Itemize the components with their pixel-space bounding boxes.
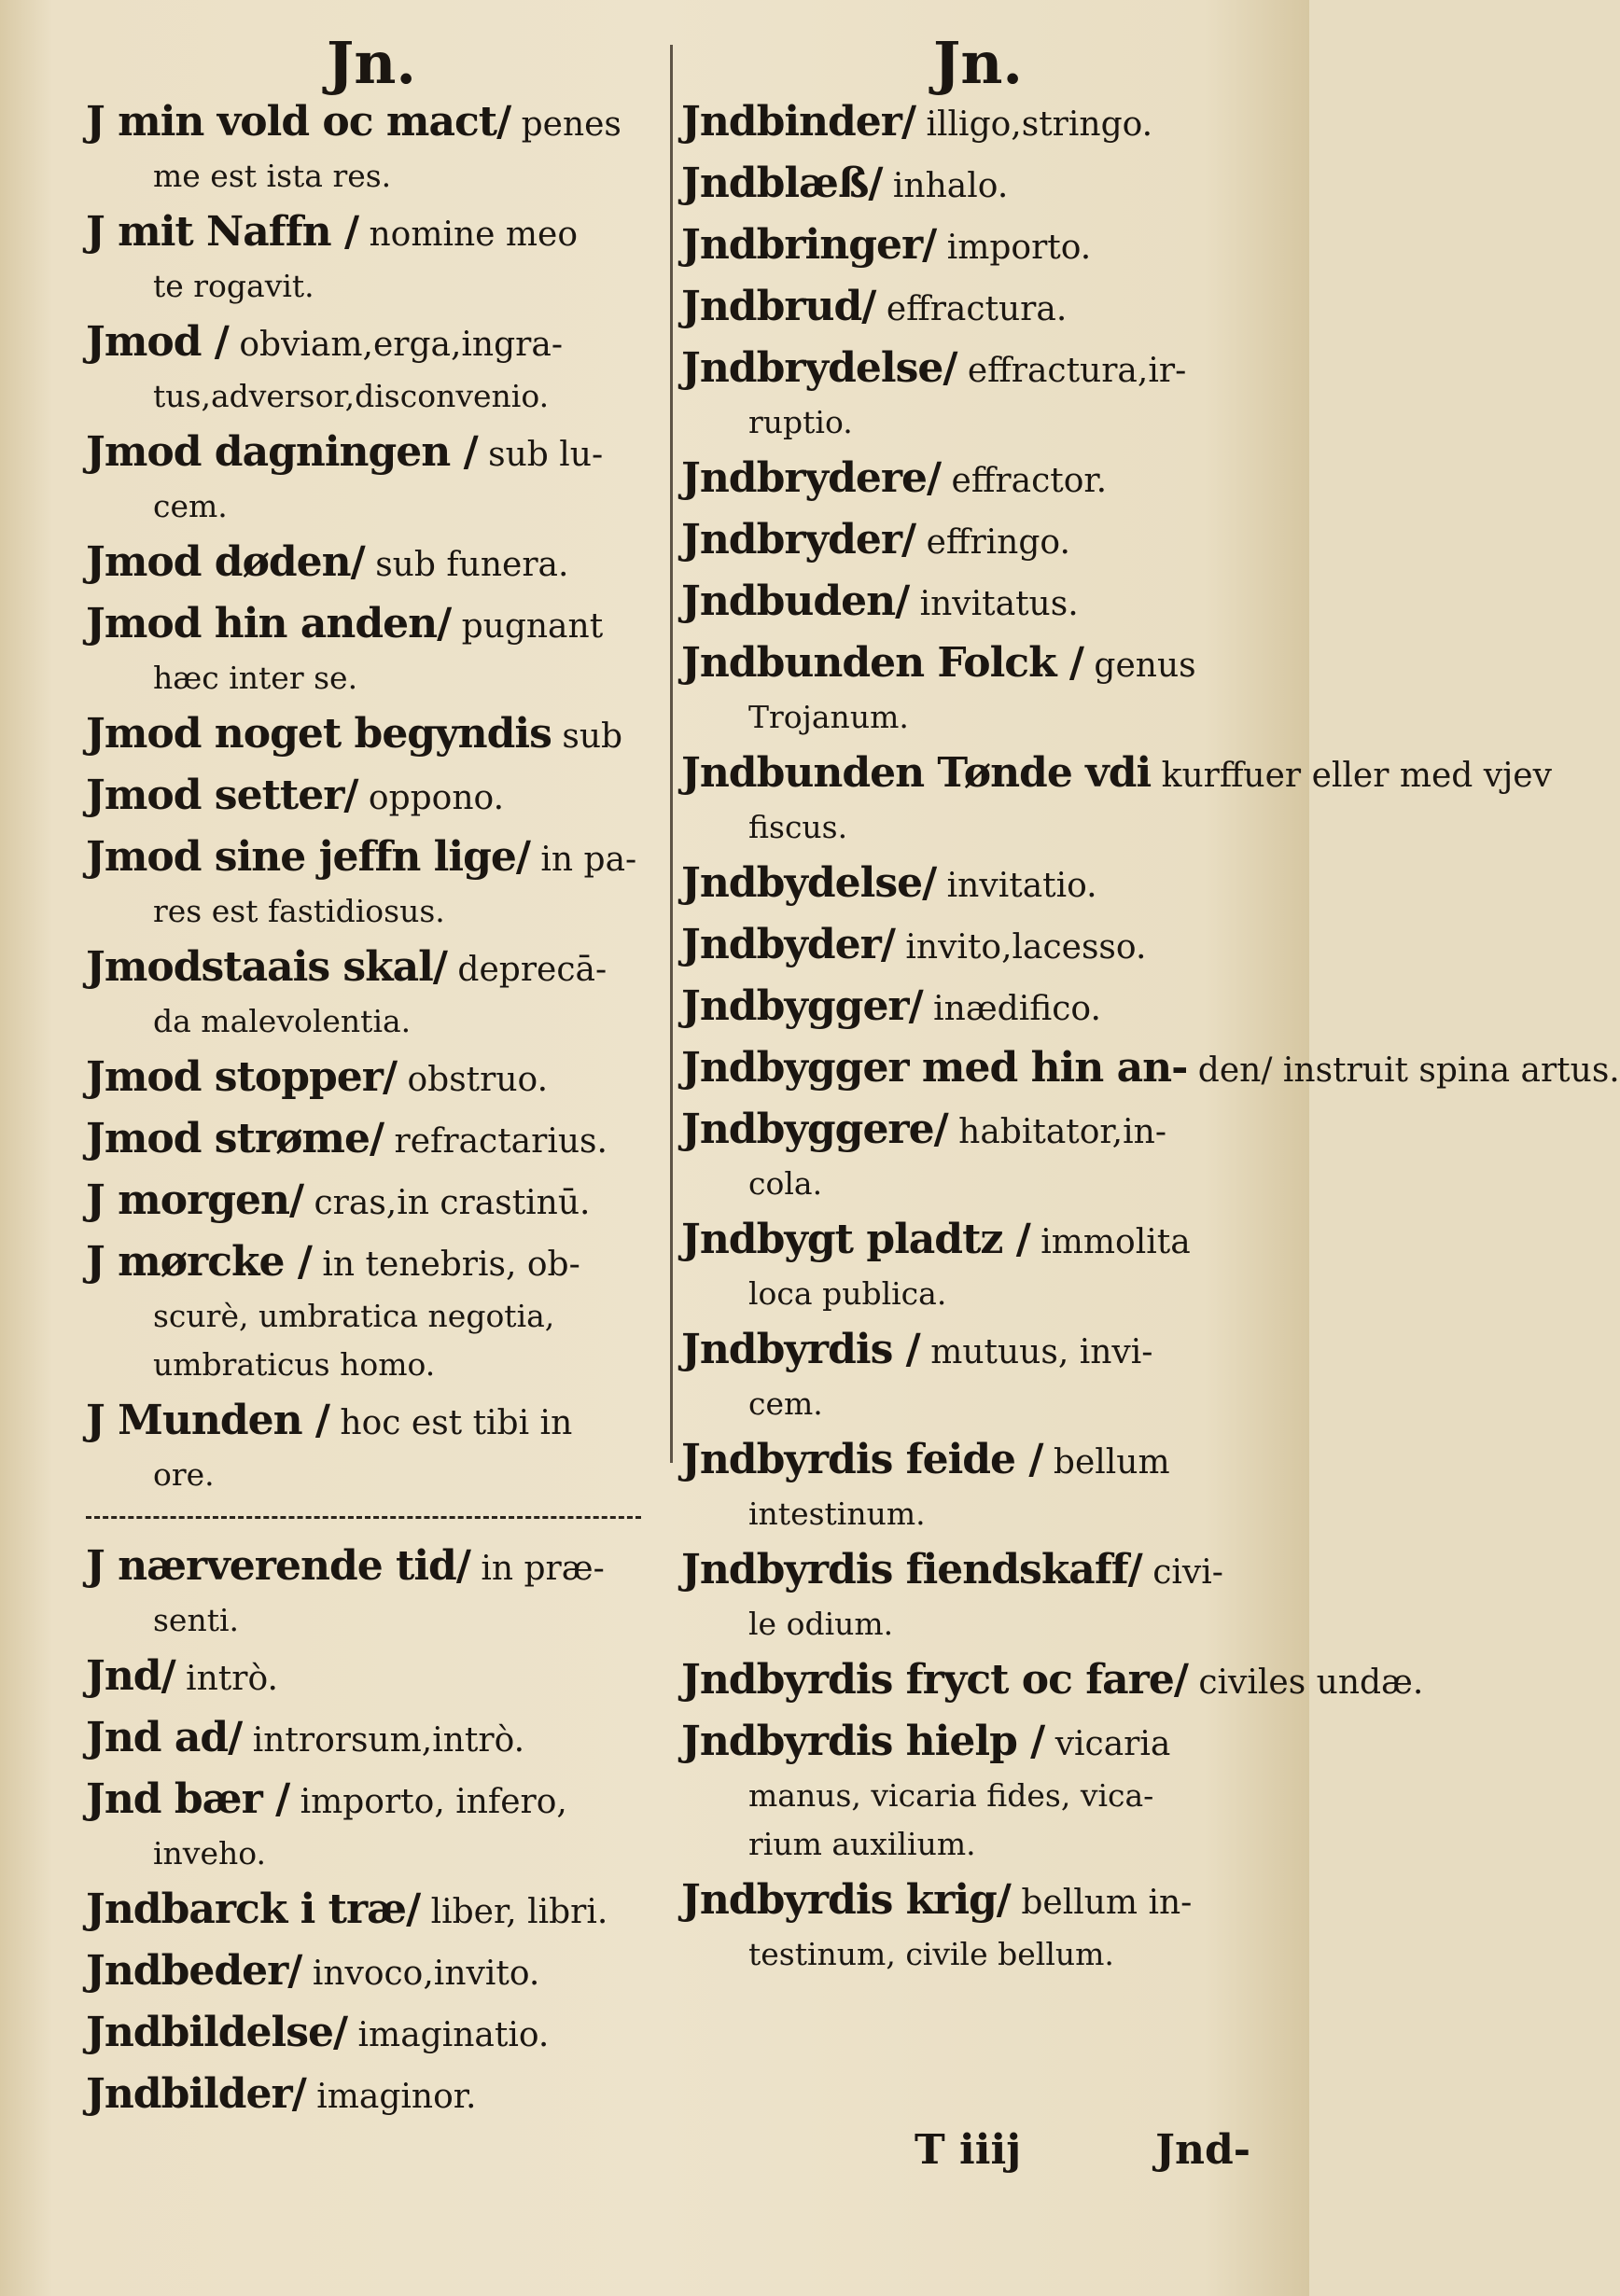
entry-first-line (86, 1051, 660, 1107)
right-entries (681, 95, 1620, 1979)
gloss: introrsum,intrò. (252, 1721, 525, 1760)
gloss: vicaria (1054, 1725, 1171, 1763)
dictionary-entry (86, 1235, 660, 1389)
entry-first-line (681, 1433, 1250, 1490)
dictionary-entry (681, 1323, 1250, 1428)
headword: Jndbinder/ (681, 98, 916, 146)
dictionary-entry (681, 1433, 1250, 1538)
entry-first-line (681, 856, 1250, 913)
gloss: cras,in crastinū. (314, 1184, 591, 1222)
gloss-continuation: Trojanum. (748, 699, 909, 735)
dictionary-entry (681, 1041, 1620, 1098)
gloss: effractura,ir- (967, 352, 1187, 390)
dictionary-entry (681, 513, 1250, 570)
headword: J mit Naffn / (86, 208, 359, 256)
entry-first-line (681, 980, 1250, 1037)
dictionary-entry (86, 1773, 660, 1878)
headword: Jndbryder/ (681, 516, 916, 564)
headword: Jndbunden Tønde vdi (681, 749, 1152, 797)
gloss: imaginatio. (357, 2016, 550, 2054)
dictionary-entry (681, 218, 1250, 275)
running-head-right: Jn. (933, 29, 1023, 97)
entry-first-line (86, 1174, 660, 1231)
gloss: civi- (1152, 1553, 1223, 1592)
dictionary-entry (86, 315, 660, 421)
headword: Jndbygger/ (681, 982, 923, 1030)
headword: Jmodstaais skal/ (86, 943, 447, 991)
headword: Jndbilder/ (86, 2070, 306, 2118)
entry-first-line (86, 2006, 660, 2063)
entry-first-line (681, 1653, 1424, 1710)
gloss: bellum in- (1021, 1884, 1193, 1922)
entry-first-line (681, 1543, 1250, 1600)
entry-first-line (86, 597, 660, 654)
headword: Jndblæß/ (681, 160, 883, 207)
headword: Jndbygger med hin an- (681, 1044, 1188, 1092)
gloss: bellum (1053, 1443, 1170, 1482)
entry-first-line (681, 1715, 1250, 1772)
headword: Jndbyrdis hielp / (681, 1718, 1045, 1765)
dictionary-entry (681, 341, 1250, 447)
dictionary-entry (86, 940, 660, 1046)
gloss: genus (1094, 647, 1196, 685)
dictionary-entry (681, 1213, 1250, 1318)
gloss-continuation: te rogavit. (153, 268, 314, 304)
entry-first-line (86, 1394, 660, 1451)
headword: J nærverende tid/ (86, 1542, 470, 1590)
gloss-continuation: intestinum. (748, 1496, 926, 1532)
entry-first-line (86, 1944, 660, 2001)
entry-first-line (681, 1103, 1250, 1160)
dictionary-entry (86, 1711, 660, 1768)
gloss-continuation: rium auxilium. (748, 1826, 976, 1862)
headword: Jndbarck i træ/ (86, 1886, 421, 1933)
gloss: sub (562, 717, 623, 756)
gloss-continuation: da malevolentia. (153, 1003, 412, 1039)
gloss-continuation: ruptio. (748, 404, 853, 440)
gloss: invitatio. (946, 867, 1097, 905)
gloss-continuation: le odium. (748, 1606, 894, 1642)
entry-first-line (86, 536, 660, 592)
headword: Jndbringer/ (681, 221, 937, 269)
running-head-left: Jn. (327, 29, 416, 97)
dictionary-entry (681, 636, 1250, 742)
entry-first-line (86, 707, 660, 764)
gloss-continuation: fiscus. (748, 809, 848, 845)
dictionary-entry (681, 980, 1250, 1037)
gloss: refractarius. (394, 1122, 608, 1161)
dictionary-entry (86, 2006, 660, 2063)
entry-first-line (86, 95, 660, 152)
dictionary-entry (86, 707, 660, 764)
left-entries-after-rule (86, 1539, 660, 2124)
gloss-continuation: res est fastidiosus. (153, 893, 445, 929)
dictionary-entry (681, 1543, 1250, 1649)
gloss: effractor. (951, 462, 1108, 500)
headword: Jndbyrdis / (681, 1326, 920, 1373)
dictionary-entry (86, 1883, 660, 1940)
headword: Jndbunden Folck / (681, 639, 1083, 687)
gloss: in tenebris, ob- (322, 1245, 580, 1284)
headword: J mørcke / (86, 1238, 312, 1286)
dictionary-entry (86, 205, 660, 311)
dictionary-entry (86, 769, 660, 826)
headword: J morgen/ (86, 1176, 304, 1224)
headword: Jmod stopper/ (86, 1053, 398, 1101)
gloss-continuation: scurè, umbratica negotia, (153, 1298, 555, 1334)
gloss-continuation: ore. (153, 1456, 215, 1493)
dictionary-entry (681, 1103, 1250, 1208)
dictionary-entry (86, 1174, 660, 1231)
gloss: in præ- (481, 1550, 605, 1588)
dictionary-entry (681, 1715, 1250, 1869)
gloss-continuation: inveho. (153, 1835, 267, 1872)
dictionary-entry (681, 918, 1250, 975)
entry-first-line (681, 636, 1250, 693)
entry-first-line (681, 157, 1250, 214)
gloss-continuation: cem. (748, 1385, 823, 1422)
entry-first-line (86, 940, 660, 997)
entry-first-line (86, 769, 660, 826)
left-entries (86, 95, 660, 1499)
dictionary-entry (86, 1394, 660, 1499)
gloss-continuation: cola. (748, 1165, 823, 1202)
gloss: nomine meo (369, 216, 579, 254)
gloss: importo. (946, 229, 1092, 267)
gloss: invito,lacesso. (905, 928, 1147, 967)
gloss: hoc est tibi in (340, 1404, 573, 1442)
dictionary-entry (86, 830, 660, 936)
headword: Jmod strøme/ (86, 1115, 384, 1162)
dictionary-entry (86, 536, 660, 592)
gloss-continuation: tus,adversor,disconvenio. (153, 378, 550, 414)
entry-first-line (86, 2067, 660, 2124)
gloss: civiles undæ. (1198, 1663, 1424, 1702)
entry-first-line (681, 95, 1250, 152)
gloss: inædifico. (933, 990, 1101, 1028)
entry-first-line (86, 830, 660, 887)
headword: Jmod noget begyndis (86, 710, 552, 758)
gloss: immolita (1040, 1223, 1191, 1261)
headword: Jnd/ (86, 1652, 175, 1700)
dictionary-entry (681, 1873, 1250, 1979)
dictionary-entry (86, 1539, 660, 1645)
gloss: mutuus, invi- (930, 1333, 1153, 1371)
dictionary-entry (86, 425, 660, 531)
signature-mark: T iiij (915, 2126, 1022, 2174)
headword: Jndbyrdis krig/ (681, 1876, 1011, 1924)
headword: Jndbyrdis fryct oc fare/ (681, 1656, 1188, 1704)
gloss: oppono. (368, 779, 505, 817)
gloss: obviam,erga,ingra- (239, 326, 564, 364)
section-rule (86, 1516, 641, 1519)
entry-first-line (86, 1235, 660, 1292)
entry-first-line (86, 1883, 660, 1940)
headword: Jndbyrdis feide / (681, 1436, 1043, 1483)
headword: Jmod døden/ (86, 538, 365, 586)
page-footer (915, 2122, 1250, 2178)
gloss: penes (521, 105, 621, 144)
gloss: invoco,invito. (312, 1955, 540, 1993)
headword: Jndbrud/ (681, 283, 876, 330)
dictionary-entry (681, 95, 1250, 152)
headword: Jmod setter/ (86, 772, 358, 819)
dictionary-entry (681, 280, 1250, 337)
entry-first-line (681, 513, 1250, 570)
headword: J min vold oc mact/ (86, 98, 511, 146)
headword: Jndbildelse/ (86, 2009, 348, 2056)
headword: Jndbyder/ (681, 921, 895, 968)
entry-first-line (681, 1323, 1250, 1380)
headword: Jndbyggere/ (681, 1106, 948, 1153)
dictionary-entry (86, 1112, 660, 1169)
headword: Jndbuden/ (681, 577, 910, 625)
dictionary-entry (681, 1653, 1424, 1710)
dictionary-entry (681, 157, 1250, 214)
entry-first-line (681, 341, 1250, 398)
gloss: habitator,in- (958, 1113, 1166, 1151)
dictionary-entry (86, 1051, 660, 1107)
headword: Jndbrydelse/ (681, 344, 957, 392)
gloss-continuation: umbraticus homo. (153, 1346, 436, 1383)
headword: Jmod hin anden/ (86, 600, 452, 647)
entry-first-line (681, 218, 1250, 275)
gloss: den/ instruit spina artus. (1197, 1051, 1620, 1090)
gloss-continuation: senti. (153, 1602, 240, 1638)
headword: Jmod sine jeffn lige/ (86, 833, 530, 881)
gloss: illigo,stringo. (926, 105, 1153, 144)
entry-first-line (86, 315, 660, 372)
entry-first-line (86, 1649, 660, 1706)
headword: Jnd bær / (86, 1775, 290, 1823)
headword: Jndbygt pladtz / (681, 1216, 1030, 1263)
entry-first-line (681, 746, 1552, 803)
gloss: inhalo. (892, 167, 1009, 205)
catchword: Jnd- (1155, 2126, 1250, 2174)
gloss: in pa- (540, 841, 637, 879)
dictionary-entry (681, 856, 1250, 913)
entry-first-line (681, 1873, 1250, 1930)
dictionary-entry (86, 597, 660, 703)
entry-first-line (86, 425, 660, 482)
right-column (681, 95, 1620, 1983)
entry-first-line (681, 575, 1250, 632)
dictionary-entry (681, 575, 1250, 632)
gloss: liber, libri. (430, 1893, 608, 1931)
entry-first-line (681, 918, 1250, 975)
gloss: sub funera. (375, 546, 569, 584)
headword: Jmod / (86, 318, 229, 366)
headword: Jndbydelse/ (681, 859, 937, 907)
gloss: obstruo. (407, 1061, 549, 1099)
gloss-continuation: loca publica. (748, 1275, 947, 1312)
gloss: sub lu- (488, 436, 604, 474)
entry-first-line (86, 1711, 660, 1768)
headword: Jmod dagningen / (86, 428, 478, 476)
dictionary-entry (681, 746, 1552, 852)
gloss: invitatus. (919, 585, 1079, 623)
entry-first-line (681, 280, 1250, 337)
gloss-continuation: testinum, civile bellum. (748, 1936, 1114, 1972)
gloss-continuation: me est ista res. (153, 158, 392, 194)
headword: Jnd ad/ (86, 1714, 243, 1761)
dictionary-entry (86, 1944, 660, 2001)
entry-first-line (86, 205, 660, 262)
dictionary-entry (86, 95, 660, 201)
entry-first-line (681, 1213, 1250, 1270)
gloss: imaginor. (316, 2078, 477, 2116)
gloss-continuation: hæc inter se. (153, 660, 358, 696)
gloss: intrò. (186, 1660, 278, 1698)
headword: Jndbeder/ (86, 1947, 302, 1995)
column-divider (670, 45, 673, 1463)
dictionary-entry (86, 1649, 660, 1706)
gloss-continuation: manus, vicaria fides, vica- (748, 1777, 1154, 1814)
left-column (86, 95, 660, 2129)
entry-first-line (681, 1041, 1620, 1098)
entry-first-line (86, 1112, 660, 1169)
dictionary-entry (681, 452, 1250, 508)
headword: J Munden / (86, 1397, 329, 1444)
entry-first-line (681, 452, 1250, 508)
gloss: effractura. (886, 290, 1068, 328)
headword: Jndbyrdis fiendskaff/ (681, 1546, 1142, 1593)
gloss: importo, infero, (300, 1783, 567, 1821)
gloss-continuation: cem. (153, 488, 228, 524)
headword: Jndbrydere/ (681, 454, 942, 502)
gloss: pugnant (461, 607, 604, 646)
gloss: deprecā- (457, 951, 608, 989)
gloss: effringo. (926, 523, 1070, 562)
gloss: kurffuer eller med vjev (1161, 757, 1552, 795)
entry-first-line (86, 1539, 660, 1596)
dictionary-entry (86, 2067, 660, 2124)
entry-first-line (86, 1773, 660, 1830)
